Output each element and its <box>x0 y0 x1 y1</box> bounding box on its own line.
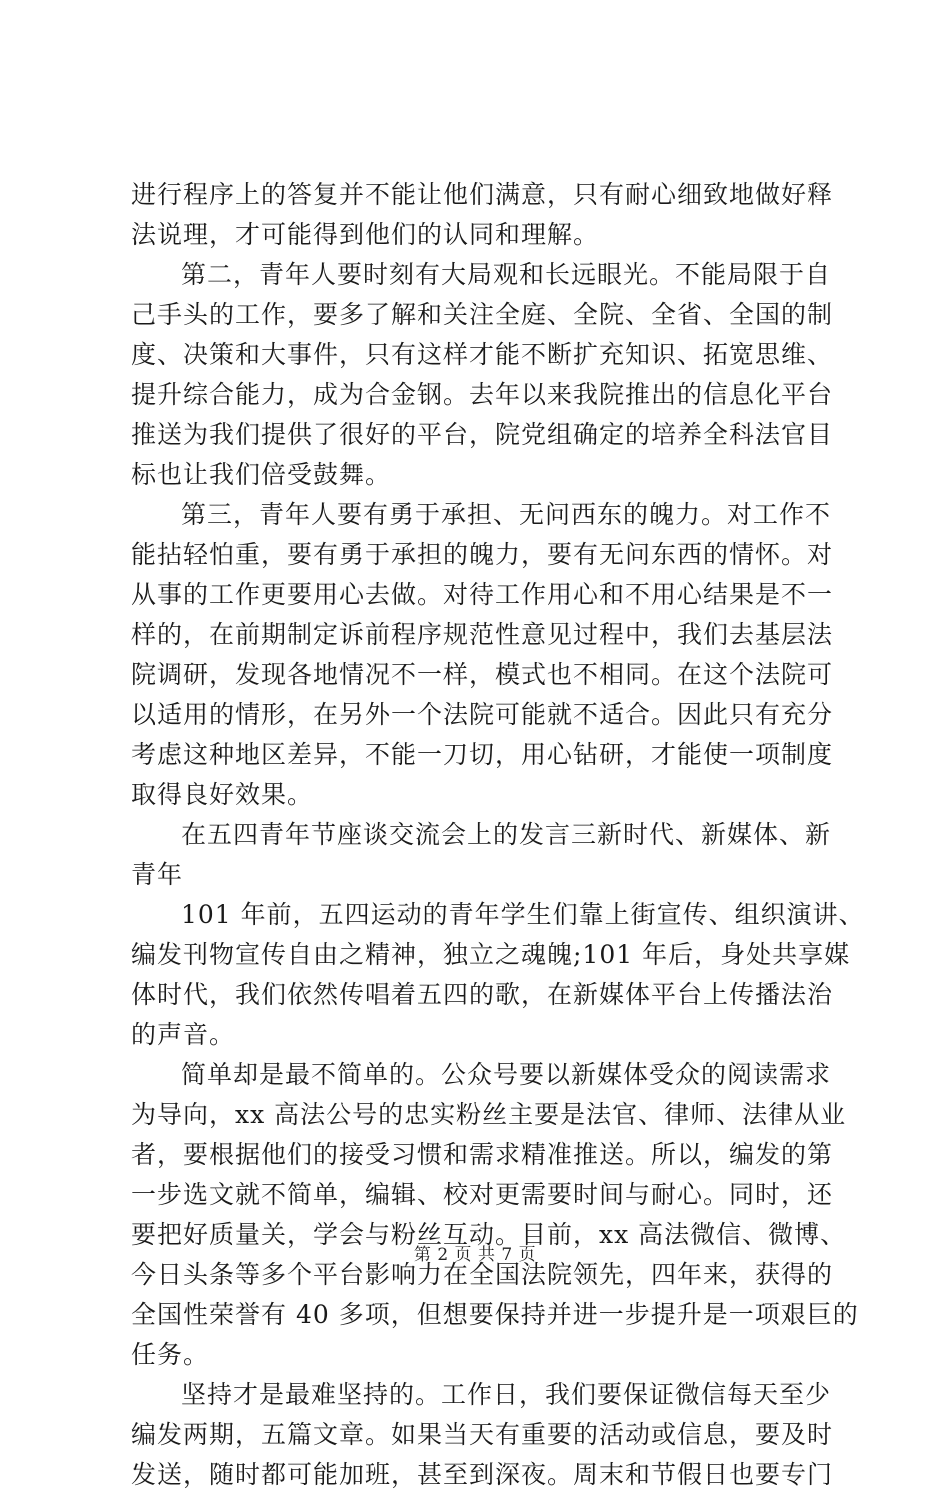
text-line: 者，要根据他们的接受习惯和需求精准推送。所以，编发的第 <box>131 1140 834 1169</box>
text-line: 推送为我们提供了很好的平台，院党组确定的培养全科法官目 <box>131 420 834 449</box>
text-line: 标也让我们倍受鼓舞。 <box>131 460 392 489</box>
text-line: 度、决策和大事件，只有这样才能不断扩充知识、拓宽思维、 <box>131 340 834 369</box>
text-line: 一步选文就不简单，编辑、校对更需要时间与耐心。同时，还 <box>131 1180 834 1209</box>
text-line: 全国性荣誉有 40 多项，但想要保持并进一步提升是一项艰巨的 <box>131 1300 859 1329</box>
text-line: 编发两期，五篇文章。如果当天有重要的活动或信息，要及时 <box>131 1420 834 1449</box>
text-line: 编发刊物宣传自由之精神，独立之魂魄;101 年后，身处共享媒 <box>131 940 851 969</box>
text-line: 第二，青年人要时刻有大局观和长远眼光。不能局限于自 <box>181 260 832 289</box>
text-line: 坚持才是最难坚持的。工作日，我们要保证微信每天至少 <box>181 1380 832 1409</box>
text-line: 以适用的情形，在另外一个法院可能就不适合。因此只有充分 <box>131 700 834 729</box>
text-line: 法说理，才可能得到他们的认同和理解。 <box>131 220 600 249</box>
text-line: 今日头条等多个平台影响力在全国法院领先，四年来，获得的 <box>131 1260 834 1289</box>
text-line: 己手头的工作，要多了解和关注全庭、全院、全省、全国的制 <box>131 300 834 329</box>
text-line: 在五四青年节座谈交流会上的发言三新时代、新媒体、新 <box>181 820 832 849</box>
page-footer: 第 2 页 共 7 页 <box>413 1245 537 1265</box>
document-body <box>131 175 865 1495</box>
text-line: 体时代，我们依然传唱着五四的歌，在新媒体平台上传播法治 <box>131 980 834 1009</box>
text-line: 样的，在前期制定诉前程序规范性意见过程中，我们去基层法 <box>131 620 834 649</box>
text-line: 院调研，发现各地情况不一样，模式也不相同。在这个法院可 <box>131 660 834 689</box>
text-line: 考虑这种地区差异，不能一刀切，用心钻研，才能使一项制度 <box>131 740 834 769</box>
text-line: 从事的工作更要用心去做。对待工作用心和不用心结果是不一 <box>131 580 834 609</box>
text-line: 发送，随时都可能加班，甚至到深夜。周末和节假日也要专门 <box>131 1460 834 1489</box>
text-line: 取得良好效果。 <box>131 780 314 809</box>
text-line: 进行程序上的答复并不能让他们满意，只有耐心细致地做好释 <box>131 180 834 209</box>
text-line: 101 年前，五四运动的青年学生们靠上街宣传、组织演讲、 <box>181 900 865 929</box>
text-line: 任务。 <box>131 1340 210 1369</box>
text-line: 的声音。 <box>131 1020 236 1049</box>
text-line: 能拈轻怕重，要有勇于承担的魄力，要有无问东西的情怀。对 <box>131 540 834 569</box>
text-line: 第三，青年人要有勇于承担、无问西东的魄力。对工作不 <box>181 500 832 529</box>
text-line: 要把好质量关，学会与粉丝互动。目前，xx 高法微信、微博、 <box>131 1220 847 1249</box>
text-line: 提升综合能力，成为合金钢。去年以来我院推出的信息化平台 <box>131 380 834 409</box>
text-line: 为导向，xx 高法公号的忠实粉丝主要是法官、律师、法律从业 <box>131 1100 847 1129</box>
text-line: 青年 <box>131 860 184 889</box>
text-line: 简单却是最不简单的。公众号要以新媒体受众的阅读需求 <box>181 1060 832 1089</box>
